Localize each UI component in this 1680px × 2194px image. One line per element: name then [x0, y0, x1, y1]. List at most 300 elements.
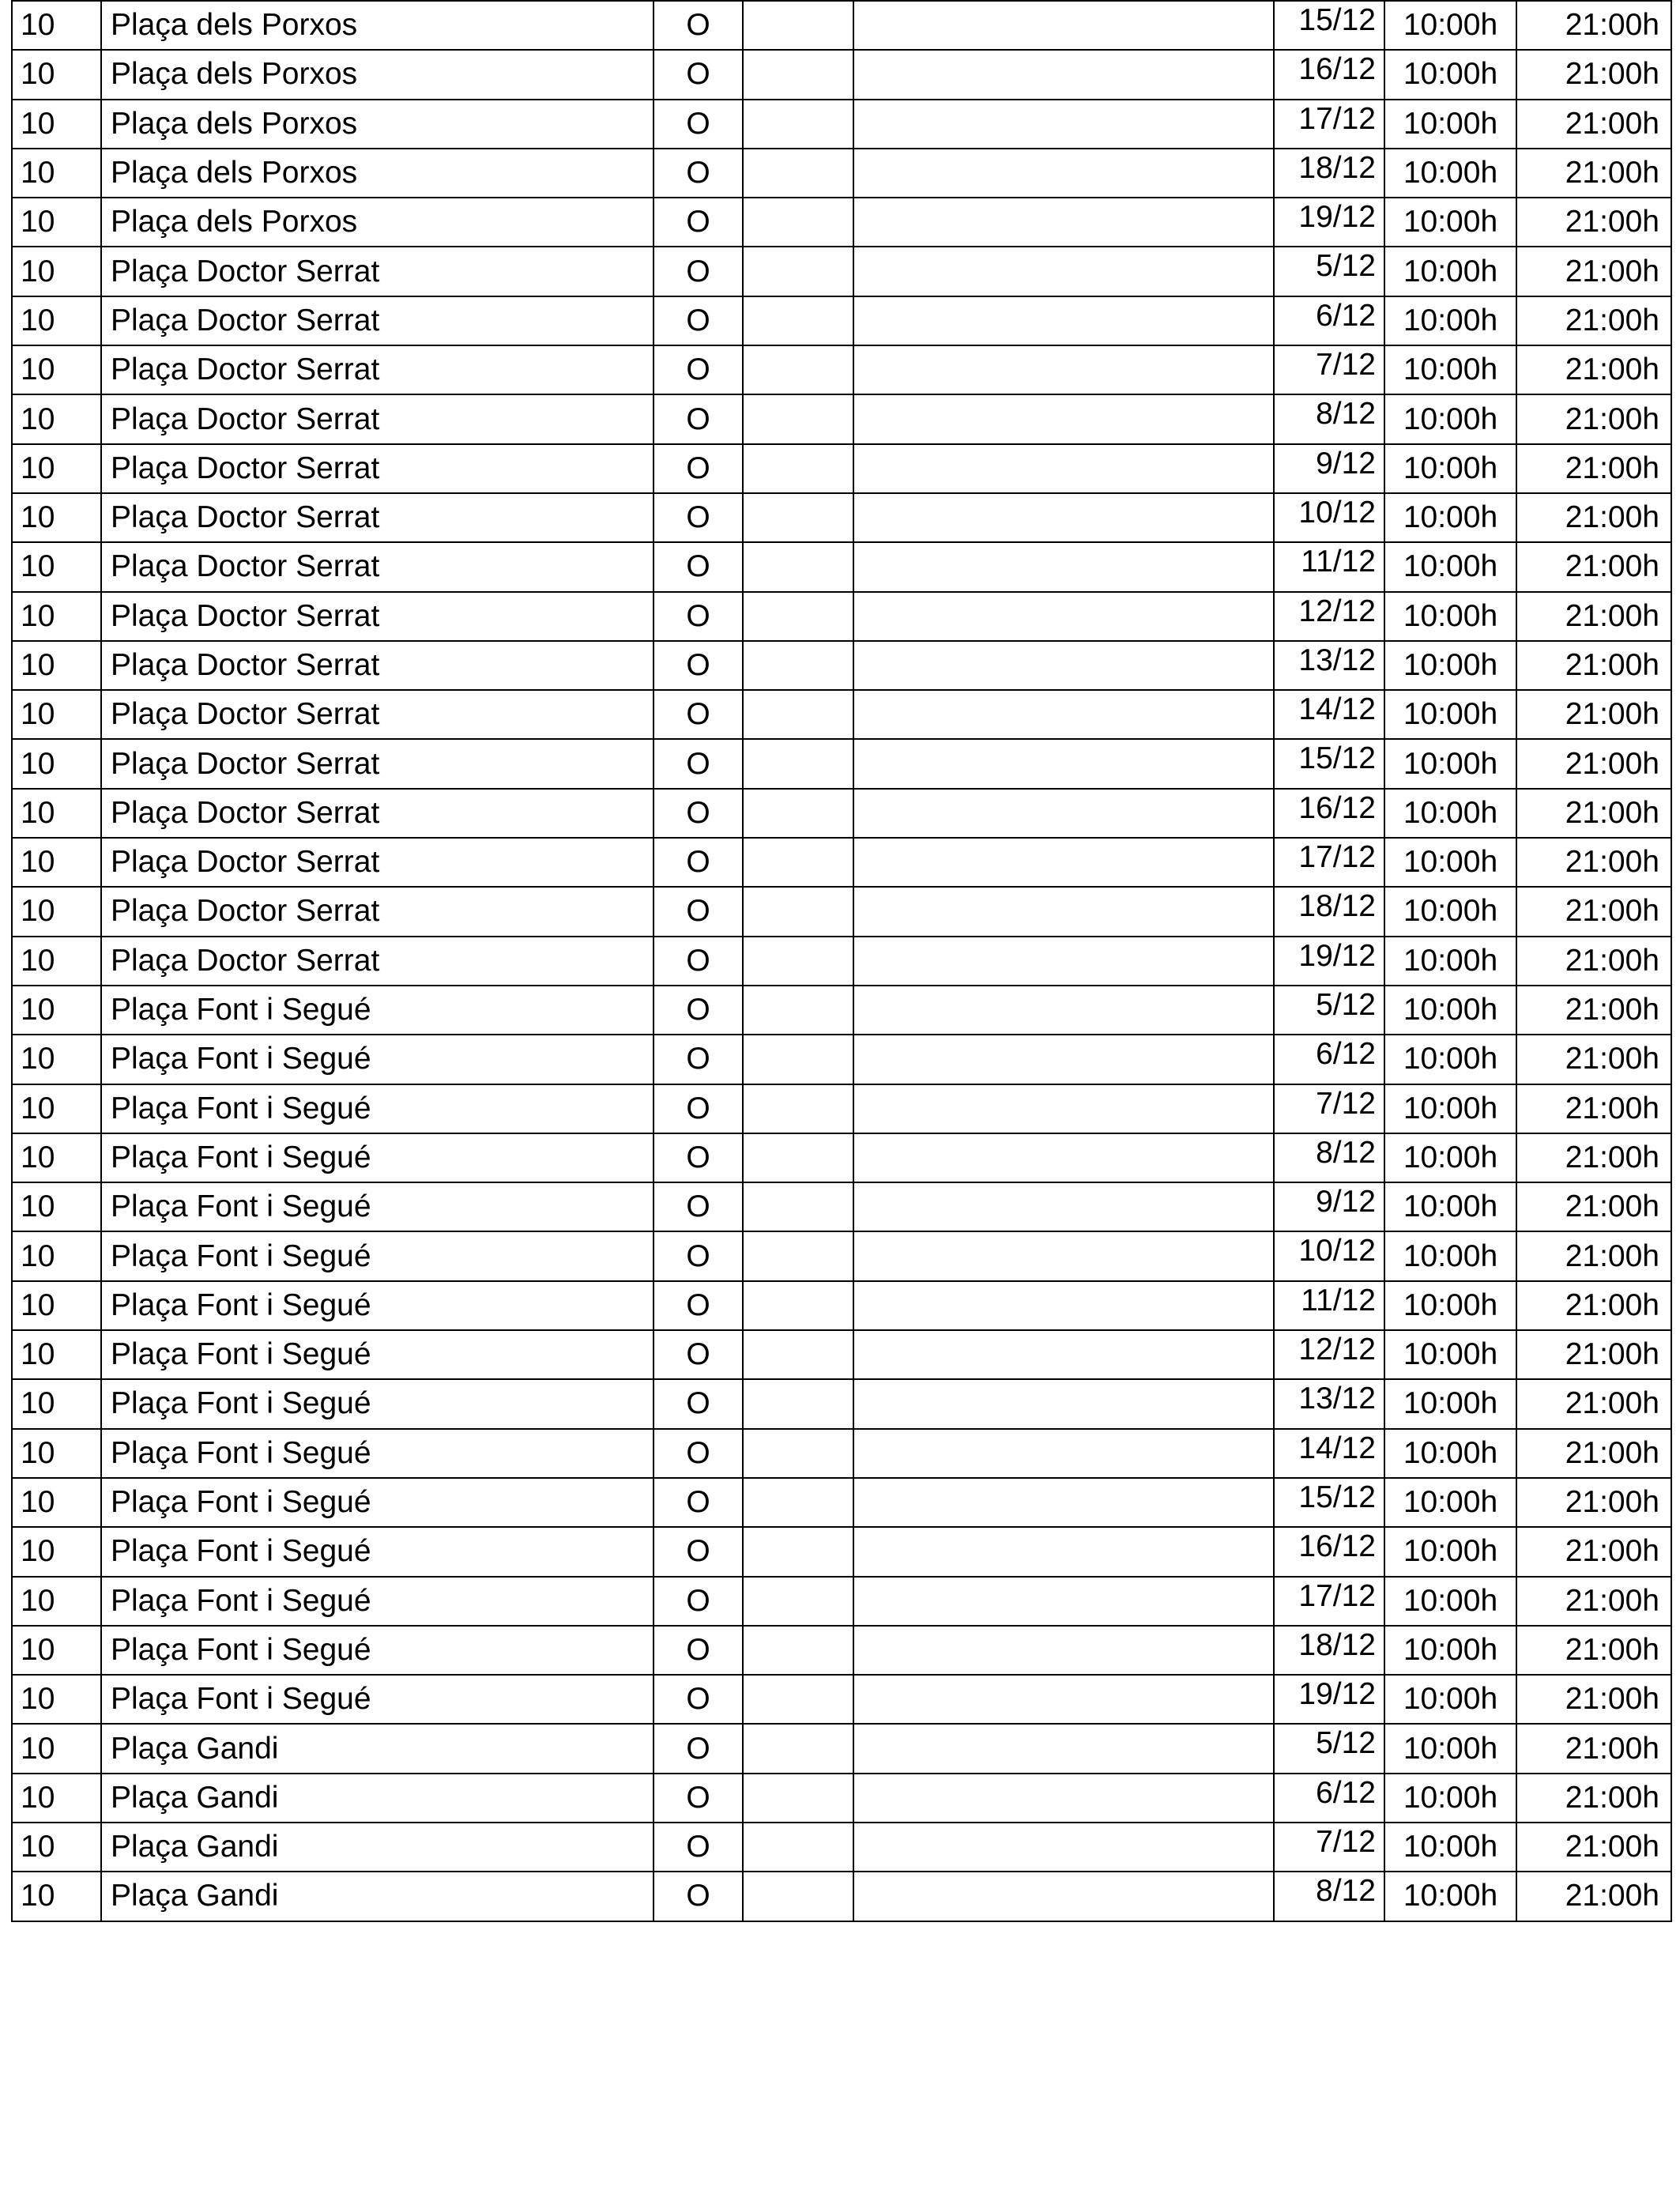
start-time: 10:00h — [1384, 937, 1516, 986]
row-number: 10 — [12, 1577, 101, 1626]
date-cell: 17/12 — [1274, 100, 1384, 149]
empty-cell — [853, 394, 1274, 443]
empty-cell — [853, 641, 1274, 690]
location-name: Plaça Doctor Serrat — [101, 296, 654, 345]
mark-cell: O — [654, 1379, 743, 1428]
empty-cell — [853, 296, 1274, 345]
empty-cell — [853, 198, 1274, 247]
start-time: 10:00h — [1384, 1527, 1516, 1576]
location-name: Plaça Font i Segué — [101, 1231, 654, 1280]
start-time: 10:00h — [1384, 1478, 1516, 1527]
empty-cell — [853, 690, 1274, 739]
end-time: 21:00h — [1516, 937, 1671, 986]
table-row — [12, 1527, 1671, 1576]
end-time: 21:00h — [1516, 1774, 1671, 1823]
location-name: Plaça Font i Segué — [101, 1527, 654, 1576]
empty-cell — [853, 542, 1274, 591]
end-time: 21:00h — [1516, 1823, 1671, 1872]
date-cell: 17/12 — [1274, 838, 1384, 887]
mark-cell: O — [654, 937, 743, 986]
date-cell: 5/12 — [1274, 986, 1384, 1035]
mark-cell: O — [654, 1675, 743, 1724]
end-time: 21:00h — [1516, 247, 1671, 296]
end-time: 21:00h — [1516, 789, 1671, 838]
location-name: Plaça Font i Segué — [101, 1035, 654, 1084]
date-cell: 18/12 — [1274, 1626, 1384, 1675]
row-number: 10 — [12, 1872, 101, 1921]
start-time: 10:00h — [1384, 1774, 1516, 1823]
empty-cell — [743, 1084, 853, 1133]
location-name: Plaça Doctor Serrat — [101, 345, 654, 394]
mark-cell: O — [654, 149, 743, 198]
date-cell: 6/12 — [1274, 1035, 1384, 1084]
row-number: 10 — [12, 1823, 101, 1872]
empty-cell — [743, 1231, 853, 1280]
start-time: 10:00h — [1384, 1330, 1516, 1379]
table-row — [12, 1823, 1671, 1872]
location-name: Plaça Font i Segué — [101, 1675, 654, 1724]
end-time: 21:00h — [1516, 1478, 1671, 1527]
location-name: Plaça dels Porxos — [101, 1, 654, 50]
mark-cell: O — [654, 887, 743, 936]
row-number: 10 — [12, 1527, 101, 1576]
date-cell: 19/12 — [1274, 937, 1384, 986]
start-time: 10:00h — [1384, 149, 1516, 198]
empty-cell — [853, 1281, 1274, 1330]
mark-cell: O — [654, 198, 743, 247]
start-time: 10:00h — [1384, 1133, 1516, 1182]
table-row — [12, 690, 1671, 739]
mark-cell: O — [654, 1231, 743, 1280]
empty-cell — [853, 1429, 1274, 1478]
mark-cell: O — [654, 1626, 743, 1675]
location-name: Plaça Font i Segué — [101, 1281, 654, 1330]
date-cell: 16/12 — [1274, 789, 1384, 838]
start-time: 10:00h — [1384, 887, 1516, 936]
table-row — [12, 296, 1671, 345]
mark-cell: O — [654, 1330, 743, 1379]
empty-cell — [743, 1478, 853, 1527]
row-number: 10 — [12, 1084, 101, 1133]
date-cell: 14/12 — [1274, 690, 1384, 739]
end-time: 21:00h — [1516, 690, 1671, 739]
start-time: 10:00h — [1384, 493, 1516, 542]
empty-cell — [743, 887, 853, 936]
table-row — [12, 838, 1671, 887]
row-number: 10 — [12, 739, 101, 788]
empty-cell — [853, 592, 1274, 641]
location-name: Plaça Gandi — [101, 1724, 654, 1773]
empty-cell — [743, 1626, 853, 1675]
table-row — [12, 247, 1671, 296]
mark-cell: O — [654, 789, 743, 838]
empty-cell — [743, 1724, 853, 1773]
empty-cell — [853, 1035, 1274, 1084]
date-cell: 18/12 — [1274, 887, 1384, 936]
empty-cell — [853, 986, 1274, 1035]
empty-cell — [853, 1774, 1274, 1823]
location-name: Plaça dels Porxos — [101, 149, 654, 198]
location-name: Plaça Font i Segué — [101, 1478, 654, 1527]
date-cell: 11/12 — [1274, 542, 1384, 591]
location-name: Plaça Font i Segué — [101, 986, 654, 1035]
empty-cell — [853, 1182, 1274, 1231]
table-row — [12, 1478, 1671, 1527]
location-name: Plaça Doctor Serrat — [101, 493, 654, 542]
end-time: 21:00h — [1516, 1, 1671, 50]
mark-cell: O — [654, 444, 743, 493]
end-time: 21:00h — [1516, 493, 1671, 542]
start-time: 10:00h — [1384, 444, 1516, 493]
location-name: Plaça dels Porxos — [101, 100, 654, 149]
end-time: 21:00h — [1516, 444, 1671, 493]
mark-cell: O — [654, 394, 743, 443]
table-row — [12, 887, 1671, 936]
table-row — [12, 149, 1671, 198]
end-time: 21:00h — [1516, 1379, 1671, 1428]
end-time: 21:00h — [1516, 1133, 1671, 1182]
empty-cell — [743, 789, 853, 838]
end-time: 21:00h — [1516, 1724, 1671, 1773]
empty-cell — [743, 296, 853, 345]
mark-cell: O — [654, 690, 743, 739]
empty-cell — [743, 394, 853, 443]
start-time: 10:00h — [1384, 1084, 1516, 1133]
end-time: 21:00h — [1516, 1675, 1671, 1724]
row-number: 10 — [12, 690, 101, 739]
empty-cell — [743, 1675, 853, 1724]
row-number: 10 — [12, 1675, 101, 1724]
empty-cell — [853, 1675, 1274, 1724]
end-time: 21:00h — [1516, 1626, 1671, 1675]
start-time: 10:00h — [1384, 50, 1516, 99]
end-time: 21:00h — [1516, 1429, 1671, 1478]
empty-cell — [853, 739, 1274, 788]
mark-cell: O — [654, 838, 743, 887]
empty-cell — [853, 838, 1274, 887]
end-time: 21:00h — [1516, 296, 1671, 345]
end-time: 21:00h — [1516, 542, 1671, 591]
end-time: 21:00h — [1516, 1084, 1671, 1133]
start-time: 10:00h — [1384, 542, 1516, 591]
mark-cell: O — [654, 50, 743, 99]
date-cell: 9/12 — [1274, 444, 1384, 493]
location-name: Plaça Gandi — [101, 1872, 654, 1921]
mark-cell: O — [654, 1823, 743, 1872]
empty-cell — [743, 986, 853, 1035]
location-name: Plaça Font i Segué — [101, 1577, 654, 1626]
empty-cell — [853, 887, 1274, 936]
end-time: 21:00h — [1516, 345, 1671, 394]
start-time: 10:00h — [1384, 247, 1516, 296]
date-cell: 8/12 — [1274, 1872, 1384, 1921]
mark-cell: O — [654, 592, 743, 641]
start-time: 10:00h — [1384, 345, 1516, 394]
location-name: Plaça Doctor Serrat — [101, 592, 654, 641]
row-number: 10 — [12, 50, 101, 99]
mark-cell: O — [654, 296, 743, 345]
end-time: 21:00h — [1516, 1330, 1671, 1379]
date-cell: 9/12 — [1274, 1182, 1384, 1231]
empty-cell — [853, 1872, 1274, 1921]
location-name: Plaça Doctor Serrat — [101, 247, 654, 296]
table-row — [12, 1675, 1671, 1724]
start-time: 10:00h — [1384, 1182, 1516, 1231]
empty-cell — [743, 1823, 853, 1872]
location-name: Plaça dels Porxos — [101, 198, 654, 247]
end-time: 21:00h — [1516, 149, 1671, 198]
empty-cell — [743, 592, 853, 641]
location-name: Plaça Doctor Serrat — [101, 690, 654, 739]
empty-cell — [743, 1281, 853, 1330]
start-time: 10:00h — [1384, 1281, 1516, 1330]
empty-cell — [853, 1379, 1274, 1428]
date-cell: 8/12 — [1274, 1133, 1384, 1182]
start-time: 10:00h — [1384, 1872, 1516, 1921]
table-row — [12, 198, 1671, 247]
empty-cell — [743, 1035, 853, 1084]
empty-cell — [743, 1, 853, 50]
date-cell: 7/12 — [1274, 1084, 1384, 1133]
empty-cell — [853, 1527, 1274, 1576]
row-number: 10 — [12, 1133, 101, 1182]
empty-cell — [743, 493, 853, 542]
table-row — [12, 641, 1671, 690]
date-cell: 6/12 — [1274, 1774, 1384, 1823]
table-row — [12, 100, 1671, 149]
row-number: 10 — [12, 1035, 101, 1084]
date-cell: 12/12 — [1274, 592, 1384, 641]
end-time: 21:00h — [1516, 394, 1671, 443]
location-name: Plaça Doctor Serrat — [101, 394, 654, 443]
location-name: Plaça Doctor Serrat — [101, 542, 654, 591]
row-number: 10 — [12, 1330, 101, 1379]
row-number: 10 — [12, 887, 101, 936]
table-row — [12, 1084, 1671, 1133]
date-cell: 11/12 — [1274, 1281, 1384, 1330]
location-name: Plaça Font i Segué — [101, 1429, 654, 1478]
location-name: Plaça Font i Segué — [101, 1182, 654, 1231]
empty-cell — [743, 838, 853, 887]
start-time: 10:00h — [1384, 1379, 1516, 1428]
empty-cell — [853, 1478, 1274, 1527]
date-cell: 15/12 — [1274, 739, 1384, 788]
location-name: Plaça dels Porxos — [101, 50, 654, 99]
end-time: 21:00h — [1516, 1182, 1671, 1231]
row-number: 10 — [12, 1231, 101, 1280]
empty-cell — [853, 1, 1274, 50]
location-name: Plaça Gandi — [101, 1823, 654, 1872]
empty-cell — [743, 1133, 853, 1182]
end-time: 21:00h — [1516, 592, 1671, 641]
date-cell: 15/12 — [1274, 1478, 1384, 1527]
end-time: 21:00h — [1516, 739, 1671, 788]
start-time: 10:00h — [1384, 296, 1516, 345]
empty-cell — [853, 1626, 1274, 1675]
empty-cell — [743, 149, 853, 198]
row-number: 10 — [12, 1379, 101, 1428]
location-name: Plaça Doctor Serrat — [101, 444, 654, 493]
end-time: 21:00h — [1516, 887, 1671, 936]
row-number: 10 — [12, 493, 101, 542]
empty-cell — [853, 1823, 1274, 1872]
location-name: Plaça Doctor Serrat — [101, 887, 654, 936]
table-row — [12, 1626, 1671, 1675]
mark-cell: O — [654, 1133, 743, 1182]
row-number: 10 — [12, 345, 101, 394]
date-cell: 13/12 — [1274, 641, 1384, 690]
table-row — [12, 739, 1671, 788]
location-name: Plaça Font i Segué — [101, 1626, 654, 1675]
table-row — [12, 789, 1671, 838]
end-time: 21:00h — [1516, 1577, 1671, 1626]
empty-cell — [743, 542, 853, 591]
date-cell: 13/12 — [1274, 1379, 1384, 1428]
row-number: 10 — [12, 592, 101, 641]
start-time: 10:00h — [1384, 1429, 1516, 1478]
mark-cell: O — [654, 1429, 743, 1478]
row-number: 10 — [12, 789, 101, 838]
table-row — [12, 592, 1671, 641]
end-time: 21:00h — [1516, 1231, 1671, 1280]
empty-cell — [743, 198, 853, 247]
location-name: Plaça Doctor Serrat — [101, 937, 654, 986]
mark-cell: O — [654, 345, 743, 394]
table-row — [12, 1429, 1671, 1478]
mark-cell: O — [654, 100, 743, 149]
date-cell: 5/12 — [1274, 247, 1384, 296]
row-number: 10 — [12, 198, 101, 247]
end-time: 21:00h — [1516, 198, 1671, 247]
date-cell: 10/12 — [1274, 1231, 1384, 1280]
start-time: 10:00h — [1384, 1, 1516, 50]
mark-cell: O — [654, 986, 743, 1035]
empty-cell — [743, 1872, 853, 1921]
row-number: 10 — [12, 296, 101, 345]
empty-cell — [743, 1330, 853, 1379]
empty-cell — [743, 247, 853, 296]
table-row — [12, 986, 1671, 1035]
empty-cell — [853, 1724, 1274, 1773]
location-name: Plaça Doctor Serrat — [101, 641, 654, 690]
start-time: 10:00h — [1384, 986, 1516, 1035]
mark-cell: O — [654, 1527, 743, 1576]
row-number: 10 — [12, 937, 101, 986]
table-row — [12, 1724, 1671, 1773]
empty-cell — [853, 1577, 1274, 1626]
empty-cell — [743, 444, 853, 493]
empty-cell — [853, 937, 1274, 986]
mark-cell: O — [654, 1774, 743, 1823]
end-time: 21:00h — [1516, 1872, 1671, 1921]
row-number: 10 — [12, 1182, 101, 1231]
empty-cell — [743, 1379, 853, 1428]
start-time: 10:00h — [1384, 1231, 1516, 1280]
row-number: 10 — [12, 1281, 101, 1330]
location-name: Plaça Gandi — [101, 1774, 654, 1823]
end-time: 21:00h — [1516, 641, 1671, 690]
empty-cell — [853, 1231, 1274, 1280]
table-row — [12, 1133, 1671, 1182]
table-row — [12, 444, 1671, 493]
empty-cell — [743, 1429, 853, 1478]
table-row — [12, 1231, 1671, 1280]
empty-cell — [743, 1774, 853, 1823]
empty-cell — [853, 345, 1274, 394]
mark-cell: O — [654, 1577, 743, 1626]
row-number: 10 — [12, 838, 101, 887]
table-row — [12, 493, 1671, 542]
location-name: Plaça Font i Segué — [101, 1379, 654, 1428]
start-time: 10:00h — [1384, 1626, 1516, 1675]
empty-cell — [743, 50, 853, 99]
start-time: 10:00h — [1384, 789, 1516, 838]
start-time: 10:00h — [1384, 641, 1516, 690]
row-number: 10 — [12, 641, 101, 690]
row-number: 10 — [12, 1, 101, 50]
empty-cell — [853, 100, 1274, 149]
date-cell: 7/12 — [1274, 1823, 1384, 1872]
empty-cell — [853, 149, 1274, 198]
start-time: 10:00h — [1384, 1675, 1516, 1724]
start-time: 10:00h — [1384, 592, 1516, 641]
start-time: 10:00h — [1384, 198, 1516, 247]
table-row — [12, 1035, 1671, 1084]
empty-cell — [853, 493, 1274, 542]
date-cell: 7/12 — [1274, 345, 1384, 394]
end-time: 21:00h — [1516, 838, 1671, 887]
mark-cell: O — [654, 641, 743, 690]
empty-cell — [853, 50, 1274, 99]
date-cell: 15/12 — [1274, 1, 1384, 50]
location-name: Plaça Doctor Serrat — [101, 789, 654, 838]
date-cell: 14/12 — [1274, 1429, 1384, 1478]
start-time: 10:00h — [1384, 1035, 1516, 1084]
date-cell: 16/12 — [1274, 50, 1384, 99]
start-time: 10:00h — [1384, 1577, 1516, 1626]
table-row — [12, 1577, 1671, 1626]
start-time: 10:00h — [1384, 1823, 1516, 1872]
end-time: 21:00h — [1516, 1035, 1671, 1084]
location-name: Plaça Font i Segué — [101, 1330, 654, 1379]
table-row — [12, 1872, 1671, 1921]
row-number: 10 — [12, 986, 101, 1035]
date-cell: 17/12 — [1274, 1577, 1384, 1626]
table-row — [12, 1330, 1671, 1379]
location-name: Plaça Font i Segué — [101, 1133, 654, 1182]
empty-cell — [853, 1330, 1274, 1379]
table-row — [12, 1182, 1671, 1231]
row-number: 10 — [12, 394, 101, 443]
mark-cell: O — [654, 1724, 743, 1773]
row-number: 10 — [12, 1724, 101, 1773]
start-time: 10:00h — [1384, 100, 1516, 149]
mark-cell: O — [654, 1035, 743, 1084]
empty-cell — [743, 100, 853, 149]
end-time: 21:00h — [1516, 100, 1671, 149]
mark-cell: O — [654, 1084, 743, 1133]
date-cell: 19/12 — [1274, 198, 1384, 247]
row-number: 10 — [12, 1626, 101, 1675]
table-row — [12, 394, 1671, 443]
start-time: 10:00h — [1384, 739, 1516, 788]
start-time: 10:00h — [1384, 1724, 1516, 1773]
row-number: 10 — [12, 1478, 101, 1527]
table-row — [12, 345, 1671, 394]
row-number: 10 — [12, 444, 101, 493]
end-time: 21:00h — [1516, 1281, 1671, 1330]
row-number: 10 — [12, 1429, 101, 1478]
